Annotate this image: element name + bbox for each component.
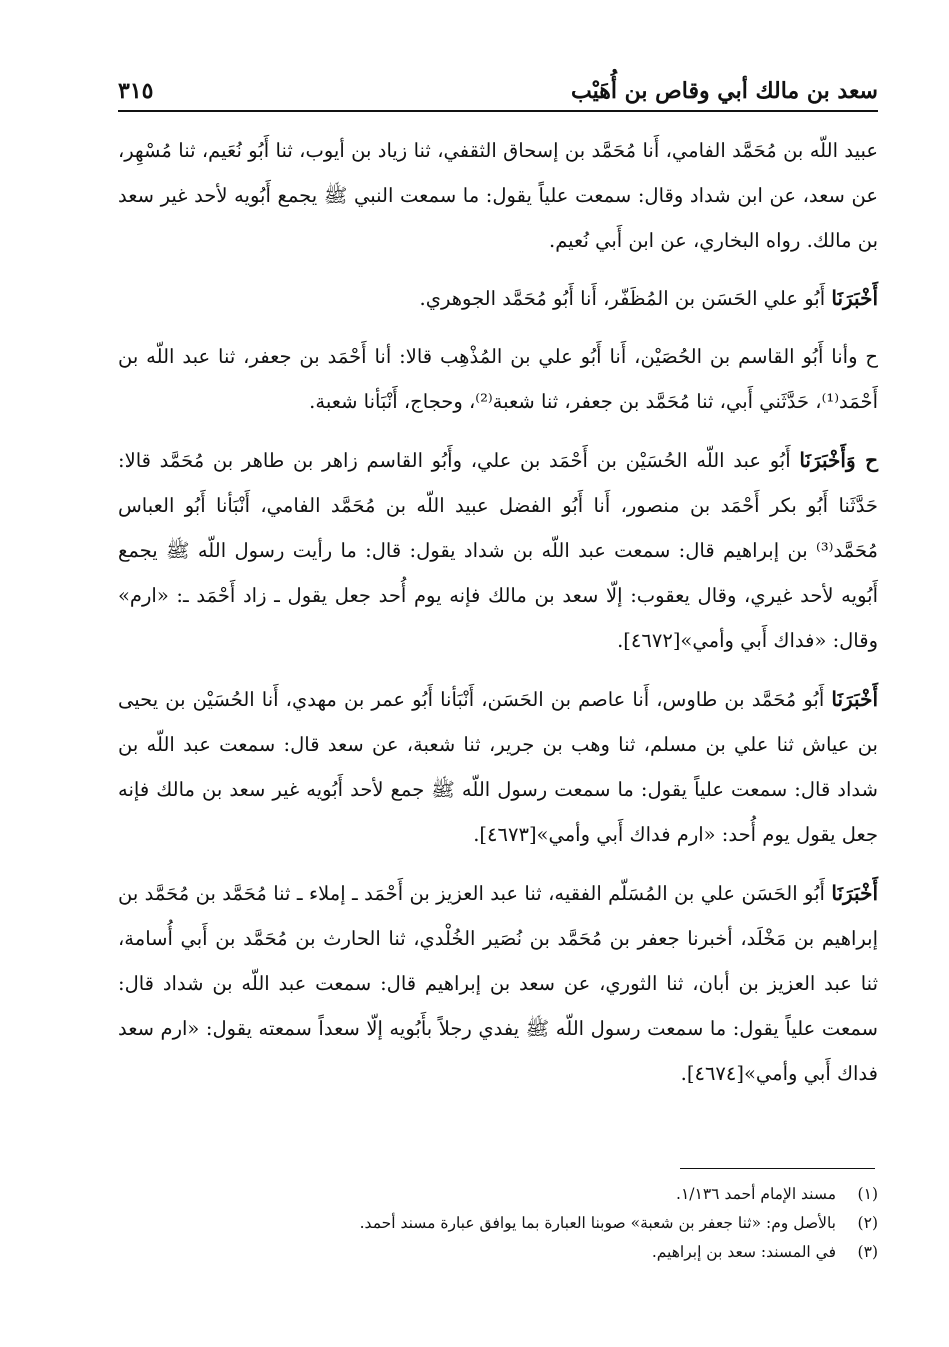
footnote-number: (٢) xyxy=(857,1214,878,1232)
main-text xyxy=(118,128,878,1109)
paragraph-6 xyxy=(118,871,878,1096)
paragraph-3 xyxy=(118,334,878,424)
running-title: سعد بن مالك أبي وقاص بن أُهَيْب xyxy=(571,78,878,104)
paragraph-1 xyxy=(118,128,878,263)
paragraph-lead: أَخْبَرَنَا xyxy=(831,881,878,905)
footnote-number: (١) xyxy=(857,1185,878,1203)
footnote-divider xyxy=(680,1168,875,1169)
paragraph-lead: ح وَأَخْبَرَنَا xyxy=(799,448,878,472)
paragraph-text: أَبُو الحَسَن علي بن المُسَلّم الفقيه، ثنا عبد العزيز بن أَحْمَد ـ إملاء ـ ثنا مُحَمَّد بن مُحَمَّد بن إبراهيم بن مَخْلَد، أخبرنا جعفر بن مُحَمَّد بن نُصَير الخُلْدي، ثنا الحارث بن مُحَمَّد بن أَبي أُسامة، ثنا عبد العزيز بن أبان، ثنا الثوري، عن سعد بن إبراهيم قال: سمعت عبد اللّه بن شداد قال: سمعت علياً يقول: ما سمعت رسول اللّه ﷺ يفدي رجلاً بأَبُويه إلّا سعداً سمعته يقول: «ارم سعد فداك أَبي وأمي»[٤٦٧٤]. xyxy=(118,882,878,1085)
paragraph-text: أَبُو علي الحَسَن بن المُظَفّر، أَنا أَبُو مُحَمَّد الجوهري. xyxy=(419,287,832,310)
page-number: ٣١٥ xyxy=(118,78,154,104)
paragraph-lead: أَخْبَرَنَا xyxy=(831,286,878,310)
paragraph-5 xyxy=(118,677,878,857)
footnote-1 xyxy=(118,1180,878,1209)
footnote-text: في المسند: سعد بن إبراهيم. xyxy=(651,1243,836,1261)
footnote-3 xyxy=(118,1238,878,1267)
paragraph-4 xyxy=(118,438,878,663)
paragraph-text: أَبُو مُحَمَّد بن طاوس، أَنا عاصم بن الحَسَن، أَنْبَأنا أَبُو عمر بن مهدي، أَنا الحُسَيْن بن يحيى بن عياش ثنا علي بن مسلم، ثنا وهب بن جرير، ثنا شعبة، عن سعد قال: سمعت عبد اللّه بن شداد قال: سمعت علياً يقول: ما سمعت رسول اللّه ﷺ جمع لأحد أَبُويه غير سعد بن مالك فإنه جعل يقول يوم أُحد: «ارم فداك أَبي وأمي»[٤٦٧٣]. xyxy=(118,688,878,846)
paragraph-text: عبيد اللّه بن مُحَمَّد الفامي، أَنا مُحَمَّد بن إسحاق الثقفي، ثنا زياد بن أيوب، ثنا أَبُو نُعَيم، ثنا مُسْهِر، عن سعد، عن ابن شداد وقال: سمعت علياً يقول: ما سمعت النبي ﷺ يجمع أَبُويه لأحد غير سعد بن مالك. رواه البخاري، عن ابن أَبي نُعيم. xyxy=(118,139,879,252)
page-header xyxy=(118,58,878,112)
footnote-number: (٣) xyxy=(857,1243,878,1261)
paragraph-text: ح وأنا أَبُو القاسم بن الحُصَيْن، أَنا أَبُو علي بن المُذْهِب قالا: أنا أَحْمَد بن جعفر، ثنا عبد اللّه بن أَحْمَد⁽¹⁾، حَدَّثَني أَبي، ثنا مُحَمَّد بن جعفر، ثنا شعبة⁽²⁾، وحجاج، أَنْبَأنا شعبة. xyxy=(118,345,878,413)
footnote-2 xyxy=(118,1209,878,1238)
paragraph-lead: أَخْبَرَنَا xyxy=(831,687,878,711)
paragraph-2 xyxy=(118,276,878,321)
paragraph-text: أَبُو عبد اللّه الحُسَيْن بن أَحْمَد بن علي، وأَبُو القاسم زاهر بن طاهر بن مُحَمَّد قالا: حَدَّثَنا أَبُو بكر أَحْمَد بن منصور، أَنا أَبُو الفضل عبيد اللّه بن مُحَمَّد الفامي، أَنْبَأنا أَبُو العباس مُحَمَّد⁽³⁾ بن إبراهيم قال: سمعت عبد اللّه بن شداد يقول: قال: ما رأيت رسول اللّه ﷺ يجمع أَبُويه لأحد غيري، وقال يعقوب: إلّا سعد بن مالك فإنه يوم أُحد جعل يقول ـ زاد أَحْمَد ـ: «ارم» وقال: «فداك أَبي وأمي»[٤٦٧٢]. xyxy=(118,449,878,652)
footnote-text: مسند الإمام أحمد ١/١٣٦. xyxy=(676,1185,836,1203)
footnotes xyxy=(118,1180,878,1267)
footnote-text: بالأصل وم: «ثنا جعفر بن شعبة» صوبنا العبارة بما يوافق عبارة مسند أحمد. xyxy=(359,1214,836,1232)
